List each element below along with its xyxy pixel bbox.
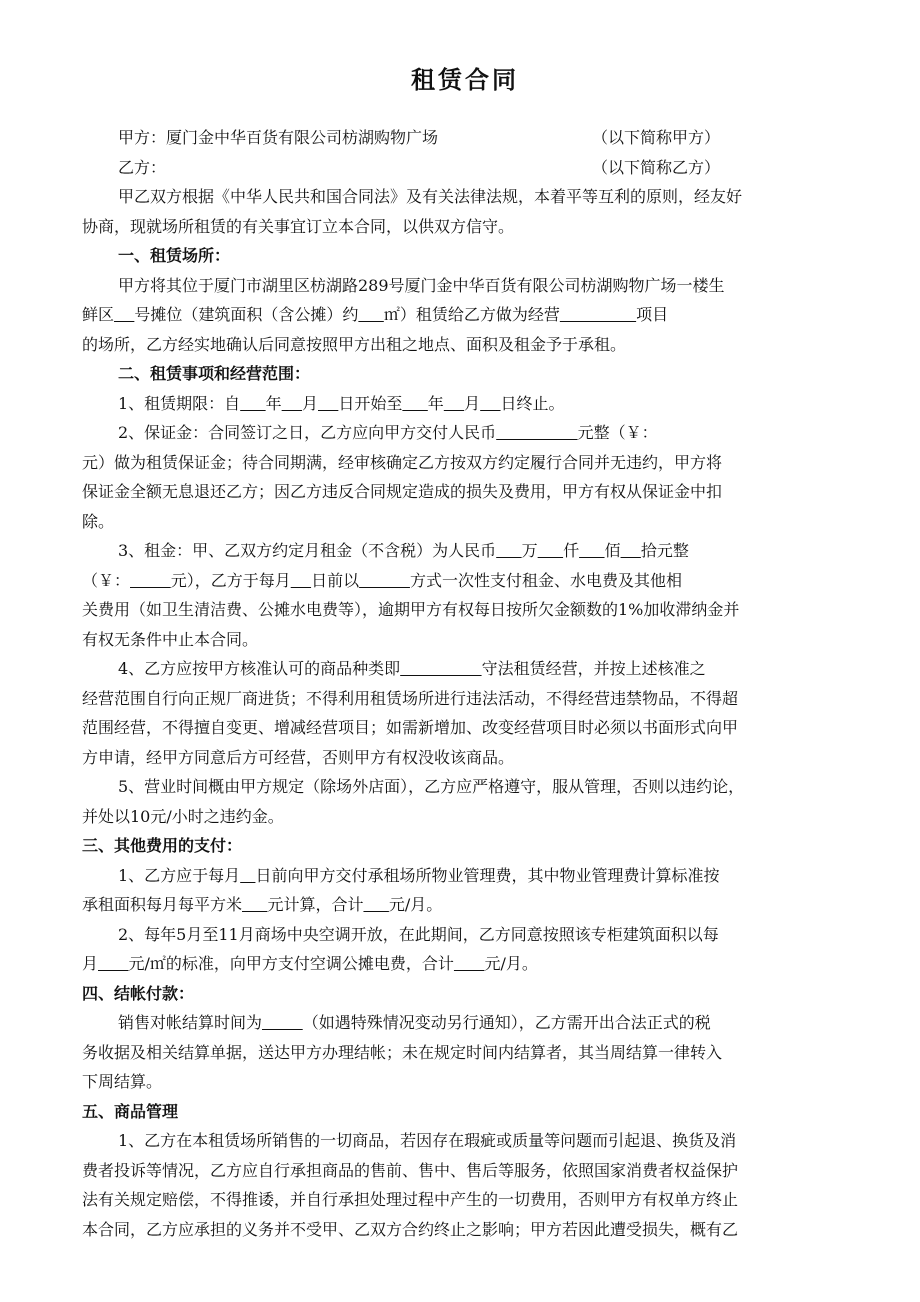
contract-body bbox=[82, 123, 848, 1244]
text-line bbox=[82, 448, 848, 478]
text-segment: ㎡）租赁给乙方做为经营 bbox=[383, 305, 560, 324]
blank-field bbox=[496, 423, 577, 442]
text-segment: 下周结算。 bbox=[82, 1072, 163, 1091]
text-segment: （如遇特殊情况变动另行通知），乙方需开出合法正式的税 bbox=[302, 1013, 711, 1032]
text-segment: 经营范围自行向正规厂商进货；不得利用租赁场所进行违法活动，不得经营违禁物品，不得超 bbox=[82, 688, 739, 708]
section-heading bbox=[82, 241, 848, 271]
text-segment: 日终止。 bbox=[500, 393, 565, 413]
text-segment: 费者投诉等情况，乙方应自行承担商品的售前、售中、售后等服务，依照国家消费者权益保护 bbox=[82, 1160, 739, 1180]
text-segment: 1、乙方应于每月 bbox=[118, 865, 241, 885]
blank-field bbox=[318, 394, 338, 413]
text-segment: 号摊位（建筑面积（含公摊）约 bbox=[134, 305, 359, 324]
text-line bbox=[82, 566, 848, 596]
text-segment: 元整（￥： bbox=[577, 423, 658, 442]
text-line bbox=[82, 1126, 848, 1156]
text-segment: 2、保证金：合同签订之日，乙方应向甲方交付人民币 bbox=[118, 423, 497, 442]
text-line bbox=[82, 949, 848, 979]
blank-field bbox=[400, 659, 481, 678]
text-segment: 年 bbox=[427, 393, 444, 413]
blank-field bbox=[358, 305, 383, 324]
text-segment: 方式一次性支付租金、水电费及其他相 bbox=[409, 570, 682, 590]
text-segment: 元/㎡的标准，向甲方支付空调公摊电费，合计 bbox=[128, 954, 454, 973]
text-segment: 守法租赁经营，并按上述核准之 bbox=[481, 659, 706, 678]
text-segment: 万 bbox=[521, 541, 538, 560]
text-line bbox=[82, 1156, 848, 1186]
text-segment: 项目 bbox=[636, 305, 669, 324]
text-segment: 3、租金：甲、乙双方约定月租金（不含税）为人民币 bbox=[118, 541, 497, 560]
text-line bbox=[82, 625, 848, 655]
text-segment: 仟 bbox=[563, 541, 580, 560]
blank-field bbox=[579, 541, 604, 560]
section-heading bbox=[82, 831, 848, 861]
text-segment: 甲乙双方根据《中华人民共和国合同法》及有关法律法规，本着平等互利的原则，经友好 bbox=[118, 187, 743, 206]
text-segment: 协商，现就场所租赁的有关事宜订立本合同，以供双方信守。 bbox=[82, 216, 515, 236]
text-line bbox=[82, 920, 848, 950]
text-segment: 有权无条件中止本合同。 bbox=[82, 629, 259, 649]
text-segment: 一、租赁场所： bbox=[118, 246, 231, 265]
text-segment: 日前以 bbox=[311, 570, 360, 590]
party-line bbox=[82, 123, 848, 153]
text-line bbox=[82, 212, 848, 242]
text-segment: 拾元整 bbox=[640, 541, 689, 560]
text-segment: 除。 bbox=[82, 511, 115, 531]
blank-field bbox=[444, 394, 464, 413]
text-segment: 月 bbox=[82, 954, 99, 973]
section-heading bbox=[82, 979, 848, 1009]
text-segment: 务收据及相关结算单据，送达甲方办理结帐；未在规定时间内结算者，其当周结算一律转入 bbox=[82, 1042, 723, 1062]
blank-field bbox=[262, 1013, 303, 1032]
text-segment: 月 bbox=[464, 393, 481, 413]
blank-field bbox=[402, 394, 427, 413]
text-segment: 甲方将其位于厦门市湖里区枋湖路289号厦门金中华百货有限公司枋湖购物广场一楼生 bbox=[118, 275, 725, 295]
text-segment: 并处以10元/小时之违约金。 bbox=[82, 806, 284, 826]
text-segment: 2、每年5月至11月商场中央空调开放，在此期间，乙方同意按照该专柜建筑面积以每 bbox=[118, 924, 719, 944]
text-line bbox=[82, 1067, 848, 1097]
text-line bbox=[82, 330, 848, 360]
text-segment: 销售对帐结算时间为 bbox=[118, 1013, 263, 1032]
text-line bbox=[82, 1185, 848, 1215]
text-segment: 元/月。 bbox=[388, 895, 443, 914]
text-segment: 佰 bbox=[604, 541, 621, 560]
section-heading bbox=[82, 1097, 848, 1127]
blank-field bbox=[291, 571, 311, 590]
text-segment: 元），乙方于每月 bbox=[170, 570, 291, 590]
blank-field bbox=[363, 895, 388, 914]
blank-field bbox=[98, 954, 129, 973]
text-segment: 的场所，乙方经实地确认后同意按照甲方出租之地点、面积及租金予于承租。 bbox=[82, 334, 627, 354]
blank-field bbox=[496, 541, 521, 560]
blank-field bbox=[242, 895, 267, 914]
page-title: 租赁合同 bbox=[411, 66, 519, 94]
text-line bbox=[82, 271, 848, 301]
text-line bbox=[82, 743, 848, 773]
text-segment: 年 bbox=[265, 393, 282, 413]
text-line bbox=[82, 595, 848, 625]
blank-field bbox=[130, 571, 171, 590]
text-segment: 四、结帐付款： bbox=[82, 983, 195, 1003]
party-name: 甲方：厦门金中华百货有限公司枋湖购物广场 bbox=[118, 128, 439, 147]
blank-field bbox=[359, 571, 410, 590]
party-line bbox=[82, 153, 848, 183]
text-line bbox=[82, 182, 848, 212]
text-segment: 承租面积每月每平方米 bbox=[82, 895, 243, 914]
text-segment: 五、商品管理 bbox=[82, 1101, 179, 1121]
blank-field bbox=[538, 541, 563, 560]
text-line bbox=[82, 1008, 848, 1038]
text-segment: 元计算，合计 bbox=[267, 895, 364, 914]
text-line bbox=[82, 713, 848, 743]
text-line bbox=[82, 654, 848, 684]
text-line bbox=[82, 890, 848, 920]
blank-field bbox=[621, 541, 641, 560]
blank-field bbox=[114, 305, 134, 324]
text-segment: 方申请，经甲方同意后方可经营，否则甲方有权没收该商品。 bbox=[82, 747, 515, 767]
text-segment: 保证金全额无息退还乙方；因乙方违反合同规定造成的损失及费用，甲方有权从保证金中扣 bbox=[82, 482, 723, 501]
blank-field bbox=[240, 394, 265, 413]
text-segment: 1、乙方在本租赁场所销售的一切商品，若因存在瑕疵或质量等问题而引起退、换货及消 bbox=[118, 1131, 737, 1150]
text-segment: （￥： bbox=[82, 570, 131, 590]
text-segment: 二、租赁事项和经营范围： bbox=[118, 364, 311, 383]
party-name: 乙方： bbox=[118, 157, 167, 177]
text-line bbox=[82, 477, 848, 507]
text-line bbox=[82, 418, 848, 448]
text-line bbox=[82, 536, 848, 566]
text-segment: 三、其他费用的支付： bbox=[82, 836, 243, 855]
text-line bbox=[82, 507, 848, 537]
text-segment: 日开始至 bbox=[338, 393, 403, 413]
text-segment: 5、营业时间概由甲方规定（除场外店面），乙方应严格遵守，服从管理，否则以违约论， bbox=[118, 777, 745, 796]
text-line bbox=[82, 861, 848, 891]
text-segment: 1、租赁期限：自 bbox=[118, 393, 241, 413]
blank-field bbox=[240, 866, 255, 885]
text-segment: 日前向甲方交付承租场所物业管理费，其中物业管理费计算标准按 bbox=[255, 865, 720, 885]
text-line bbox=[82, 1038, 848, 1068]
text-segment: 月 bbox=[301, 393, 318, 413]
text-segment: 元/月。 bbox=[484, 954, 538, 973]
text-line bbox=[82, 772, 848, 802]
blank-field bbox=[560, 305, 636, 324]
blank-field bbox=[454, 954, 485, 973]
text-segment: 关费用（如卫生清洁费、公摊水电费等），逾期甲方有权每日按所欠金额数的1%加收滞纳金并 bbox=[82, 600, 740, 619]
text-line bbox=[82, 802, 848, 832]
text-segment: 范围经营，不得擅自变更、增减经营项目；如需新增加、改变经营项目时必须以书面形式向甲 bbox=[82, 718, 739, 737]
text-segment: 4、乙方应按甲方核准认可的商品种类即 bbox=[118, 659, 401, 678]
blank-field bbox=[282, 394, 302, 413]
section-heading bbox=[82, 359, 848, 389]
text-segment: 本合同，乙方应承担的义务并不受甲、乙双方合约终止之影响；甲方若因此遭受损失，概有乙 bbox=[82, 1219, 739, 1239]
party-alias: （以下简称甲方） bbox=[592, 128, 721, 147]
text-segment: 法有关规定赔偿，不得推诿，并自行承担处理过程中产生的一切费用，否则甲方有权单方终止 bbox=[82, 1190, 739, 1209]
text-segment: 鲜区 bbox=[82, 305, 115, 324]
text-line bbox=[82, 684, 848, 714]
text-segment: 元）做为租赁保证金；待合同期满，经审核确定乙方按双方约定履行合同并无违约，甲方将 bbox=[82, 452, 723, 472]
party-alias: （以下简称乙方） bbox=[592, 157, 721, 177]
text-line bbox=[82, 1215, 848, 1245]
text-line bbox=[82, 389, 848, 419]
blank-field bbox=[480, 394, 500, 413]
text-line bbox=[82, 300, 848, 330]
